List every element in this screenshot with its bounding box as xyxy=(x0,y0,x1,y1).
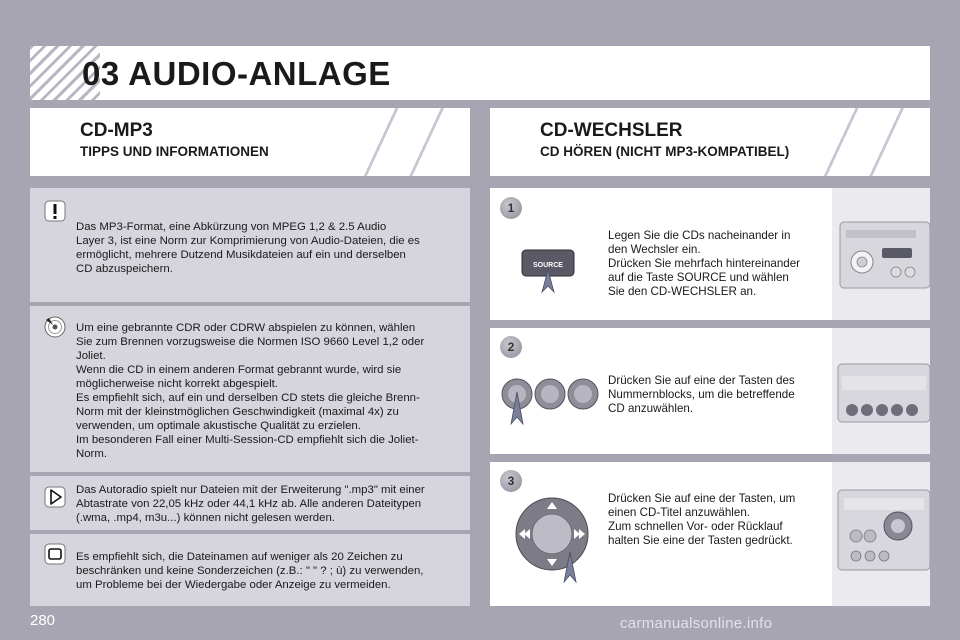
step-line: CD anzuwählen. xyxy=(608,402,694,415)
section-header-cd-wechsler xyxy=(490,108,930,176)
step-line: Drücken Sie mehrfach hintereinander xyxy=(608,257,801,270)
step-line: halten Sie eine der Tasten gedrückt. xyxy=(608,534,793,547)
tip-line: CD abzuspeichern. xyxy=(76,263,173,275)
tip-line: Joliet. xyxy=(76,350,106,362)
step-line: Drücken Sie auf eine der Tasten, um xyxy=(608,492,796,505)
control-unit-illustration xyxy=(832,462,930,606)
step-line: einen CD-Titel anzuwählen. xyxy=(608,506,750,519)
step-text xyxy=(608,229,824,299)
note-icon xyxy=(44,543,66,565)
page-number: 280 xyxy=(30,612,56,629)
tip-line: möglicherweise nicht korrekt abgespielt. xyxy=(76,378,278,390)
play-icon xyxy=(44,486,66,508)
keypad-unit-illustration xyxy=(832,328,930,454)
exclamation-icon xyxy=(44,200,66,222)
step-line: Sie den CD-WECHSLER an. xyxy=(608,285,757,298)
tip-box-burning xyxy=(30,306,470,472)
tip-line: verwenden, um optimale akustische Qualität zu erzielen. xyxy=(76,420,361,432)
tip-box-mp3-format xyxy=(30,188,470,302)
tip-box-file-names xyxy=(30,534,470,606)
step-line: auf die Taste SOURCE und wählen xyxy=(608,271,789,284)
step-line: Drücken Sie auf eine der Tasten des xyxy=(608,374,795,387)
tip-line: Das Autoradio spielt nur Dateien mit der Erweiterung ".mp3" mit einer xyxy=(76,484,425,496)
cd-icon xyxy=(44,316,66,338)
step-number-badge: 1 xyxy=(500,197,522,219)
chapter-title: 03 AUDIO-ANLAGE xyxy=(82,55,391,92)
tip-line: Um eine gebrannte CDR oder CDRW abspielen zu können, wählen xyxy=(76,322,416,334)
tip-text xyxy=(76,483,462,525)
section-subtitle: TIPPS UND INFORMATIONEN xyxy=(80,144,269,159)
radio-unit-illustration xyxy=(832,188,930,320)
step-line: Nummernblocks, um die betreffende xyxy=(608,388,795,401)
tip-line: (.wma, .mp4, m3u...) können nicht gelesen werden. xyxy=(76,512,335,524)
step-box-1 xyxy=(490,188,930,320)
direction-pad-illustration xyxy=(512,484,592,584)
source-button-illustration xyxy=(520,244,576,294)
tip-line: Layer 3, ist eine Norm zur Komprimierung von Audio-Dateien, die es xyxy=(76,235,420,247)
step-text xyxy=(608,492,824,548)
step-line: Zum schnellen Vor- oder Rücklauf xyxy=(608,520,783,533)
tip-line: Es empfiehlt sich, die Dateinamen auf weniger als 20 Zeichen zu xyxy=(76,551,403,563)
source-button-label: SOURCE xyxy=(533,262,563,269)
step-number-badge: 3 xyxy=(500,470,522,492)
step-box-3 xyxy=(490,462,930,606)
tip-line: Im besonderen Fall einer Multi-Session-CD empfiehlt sich die Joliet- xyxy=(76,434,419,446)
step-box-2 xyxy=(490,328,930,454)
tip-line: um Probleme bei der Wiedergabe oder Anzeige zu vermeiden. xyxy=(76,579,391,591)
tip-box-file-types xyxy=(30,476,470,530)
section-decoration xyxy=(350,108,470,176)
tip-line: Norm. xyxy=(76,448,108,460)
section-title: CD-WECHSLER xyxy=(540,120,683,141)
tip-line: Es empfiehlt sich, auf ein und derselben CD stets die gleiche Brenn- xyxy=(76,392,420,404)
section-header-cd-mp3 xyxy=(30,108,470,176)
tip-line: Sie zum Brennen vorzugsweise die Normen ISO 9660 Level 1,2 oder xyxy=(76,336,425,348)
section-subtitle: CD HÖREN (NICHT MP3-KOMPATIBEL) xyxy=(540,144,790,159)
step-number-badge: 2 xyxy=(500,336,522,358)
tip-line: Wenn die CD in einem anderen Format gebrannt wurde, wird sie xyxy=(76,364,402,376)
section-decoration xyxy=(810,108,930,176)
tip-line: Norm mit der kleinstmöglichen Geschwindigkeit (maximal 4x) zu xyxy=(76,406,399,418)
step-line: den Wechsler ein. xyxy=(608,243,701,256)
tip-line: ermöglicht, mehrere Dutzend Musikdateien auf ein und derselben xyxy=(76,249,406,261)
number-keys-illustration xyxy=(500,374,600,428)
section-title: CD-MP3 xyxy=(80,120,153,141)
watermark: carmanualsonline.info xyxy=(620,615,773,632)
tip-text xyxy=(76,321,462,461)
tip-line: Abtastrate von 22,05 kHz oder 44,1 kHz ab. Alle anderen Dateitypen xyxy=(76,498,422,510)
step-line: Legen Sie die CDs nacheinander in xyxy=(608,229,791,242)
tip-text xyxy=(76,220,462,276)
tip-text xyxy=(76,550,462,592)
tip-line: beschränken und keine Sonderzeichen (z.B.: " " ? ; ù) zu verwenden, xyxy=(76,565,424,577)
tip-line: Das MP3-Format, eine Abkürzung von MPEG 1,2 & 2.5 Audio xyxy=(76,221,387,233)
step-text xyxy=(608,374,824,416)
